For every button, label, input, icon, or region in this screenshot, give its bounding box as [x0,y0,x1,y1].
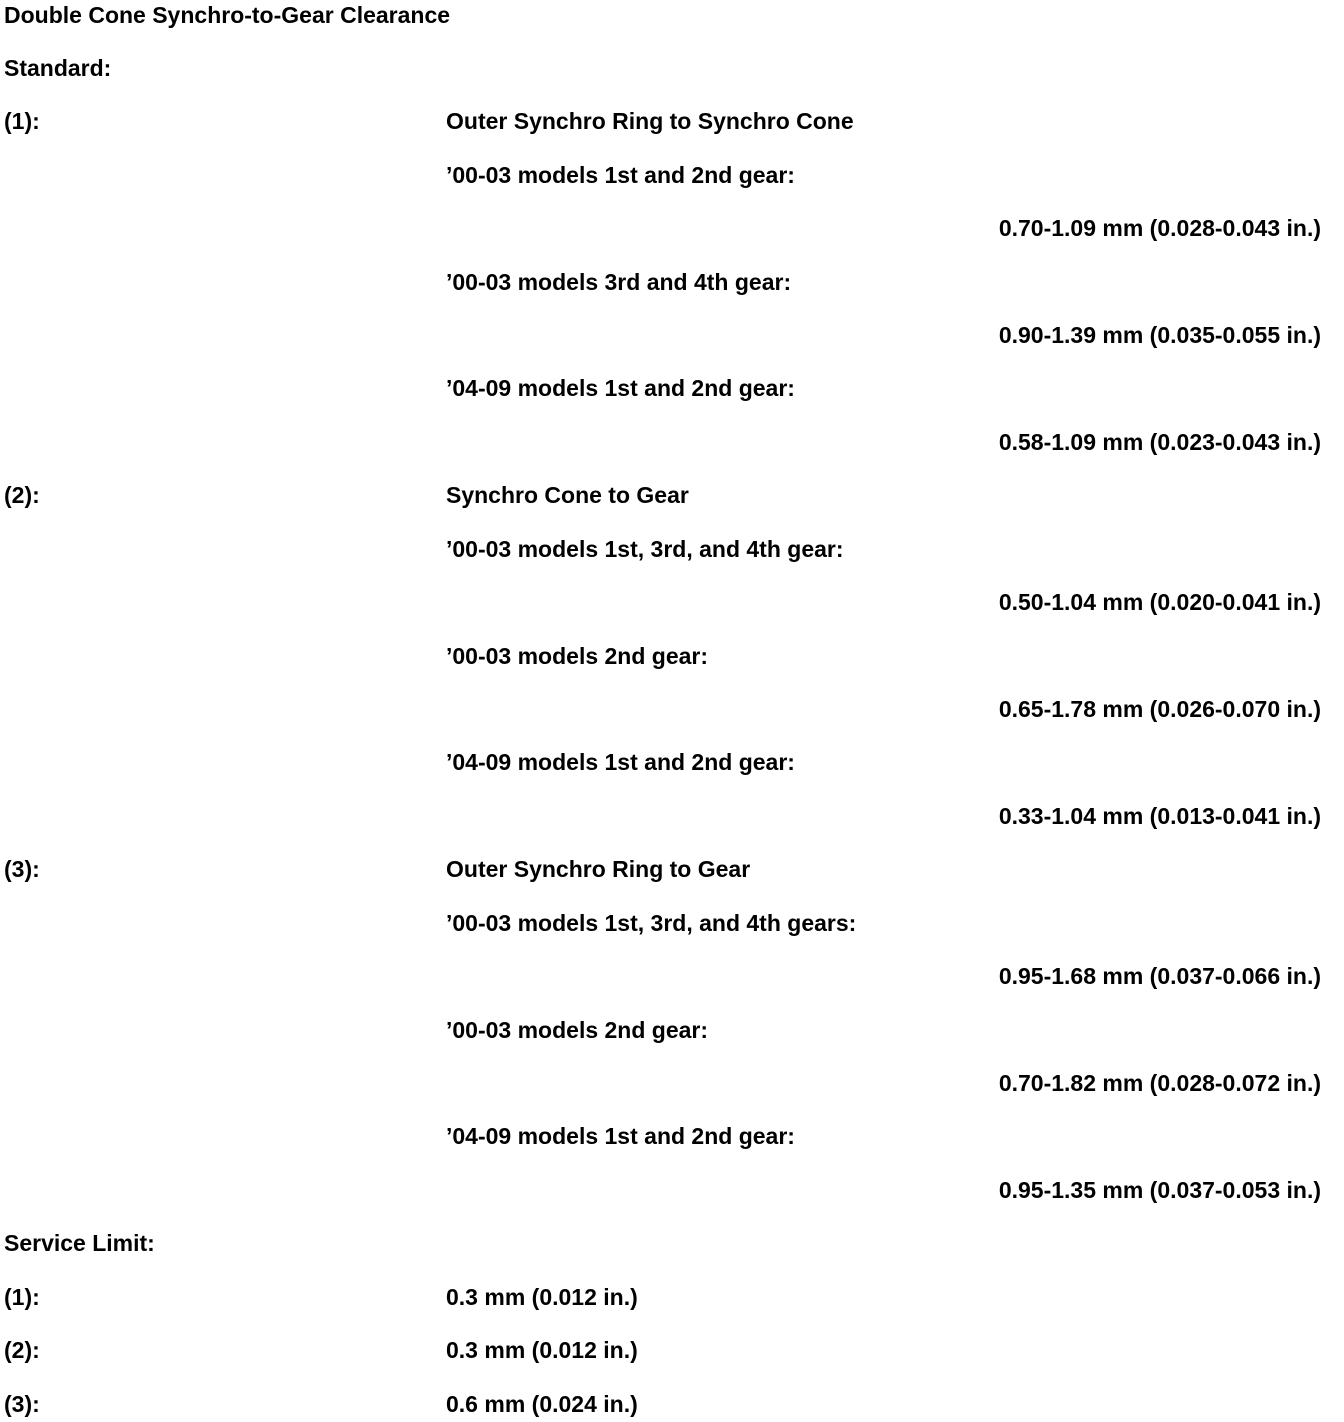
spec-value-row [0,1175,1344,1205]
spec-condition-row [0,267,1344,297]
service-limit-index: (1): [4,1284,40,1310]
spec-condition: ’00-03 models 2nd gear: [446,1017,709,1043]
spec-value-row [0,213,1344,243]
group-2-heading-row [0,480,1344,510]
service-limit-label: Service Limit: [4,1230,155,1256]
spec-condition: ’00-03 models 1st and 2nd gear: [446,162,795,188]
group-index: (1): [4,108,40,134]
spec-value-row [0,587,1344,617]
page-title: Double Cone Synchro-to-Gear Clearance [4,2,451,28]
spec-value-row [0,1068,1344,1098]
spec-value-row [0,961,1344,991]
service-limit-item-row [0,1282,1344,1312]
title-row [0,0,1344,30]
spec-value: 0.95-1.68 mm (0.037-0.066 in.) [998,963,1321,989]
spec-value: 0.65-1.78 mm (0.026-0.070 in.) [998,696,1321,722]
group-index: (2): [4,482,40,508]
spec-value: 0.58-1.09 mm (0.023-0.043 in.) [998,429,1321,455]
spec-value-row [0,427,1344,457]
spec-condition-row [0,160,1344,190]
spec-value-row [0,320,1344,350]
spec-condition-row [0,641,1344,671]
spec-condition: ’04-09 models 1st and 2nd gear: [446,375,795,401]
service-limit-item-row [0,1335,1344,1365]
service-limit-value: 0.6 mm (0.024 in.) [446,1391,638,1417]
spec-condition-row [0,908,1344,938]
spec-value-row [0,801,1344,831]
spec-condition: ’00-03 models 1st, 3rd, and 4th gear: [446,536,844,562]
service-limit-index: (2): [4,1337,40,1363]
standard-label: Standard: [4,55,112,81]
spec-condition: ’04-09 models 1st and 2nd gear: [446,1123,795,1149]
spec-condition: ’04-09 models 1st and 2nd gear: [446,749,795,775]
spec-value: 0.33-1.04 mm (0.013-0.041 in.) [998,803,1321,829]
service-limit-index: (3): [4,1391,40,1417]
spec-value: 0.95-1.35 mm (0.037-0.053 in.) [998,1177,1321,1203]
standard-row [0,53,1344,83]
spec-condition-row [0,534,1344,564]
spec-condition-row [0,1121,1344,1151]
spec-condition: ’00-03 models 3rd and 4th gear: [446,269,792,295]
spec-value: 0.50-1.04 mm (0.020-0.041 in.) [998,589,1321,615]
group-heading: Outer Synchro Ring to Gear [446,856,751,882]
spec-condition-row [0,747,1344,777]
spec-condition: ’00-03 models 2nd gear: [446,643,709,669]
group-heading: Outer Synchro Ring to Synchro Cone [446,108,854,134]
group-index: (3): [4,856,40,882]
service-limit-value: 0.3 mm (0.012 in.) [446,1337,638,1363]
spec-condition: ’00-03 models 1st, 3rd, and 4th gears: [446,910,857,936]
service-limit-row [0,1228,1344,1258]
spec-value: 0.90-1.39 mm (0.035-0.055 in.) [998,322,1321,348]
service-limit-value: 0.3 mm (0.012 in.) [446,1284,638,1310]
spec-condition-row [0,373,1344,403]
spec-value-row [0,694,1344,724]
spec-value: 0.70-1.09 mm (0.028-0.043 in.) [998,215,1321,241]
spec-value: 0.70-1.82 mm (0.028-0.072 in.) [998,1070,1321,1096]
group-heading: Synchro Cone to Gear [446,482,689,508]
group-1-heading-row [0,106,1344,136]
service-limit-item-row [0,1389,1344,1419]
group-3-heading-row [0,854,1344,884]
spec-condition-row [0,1015,1344,1045]
